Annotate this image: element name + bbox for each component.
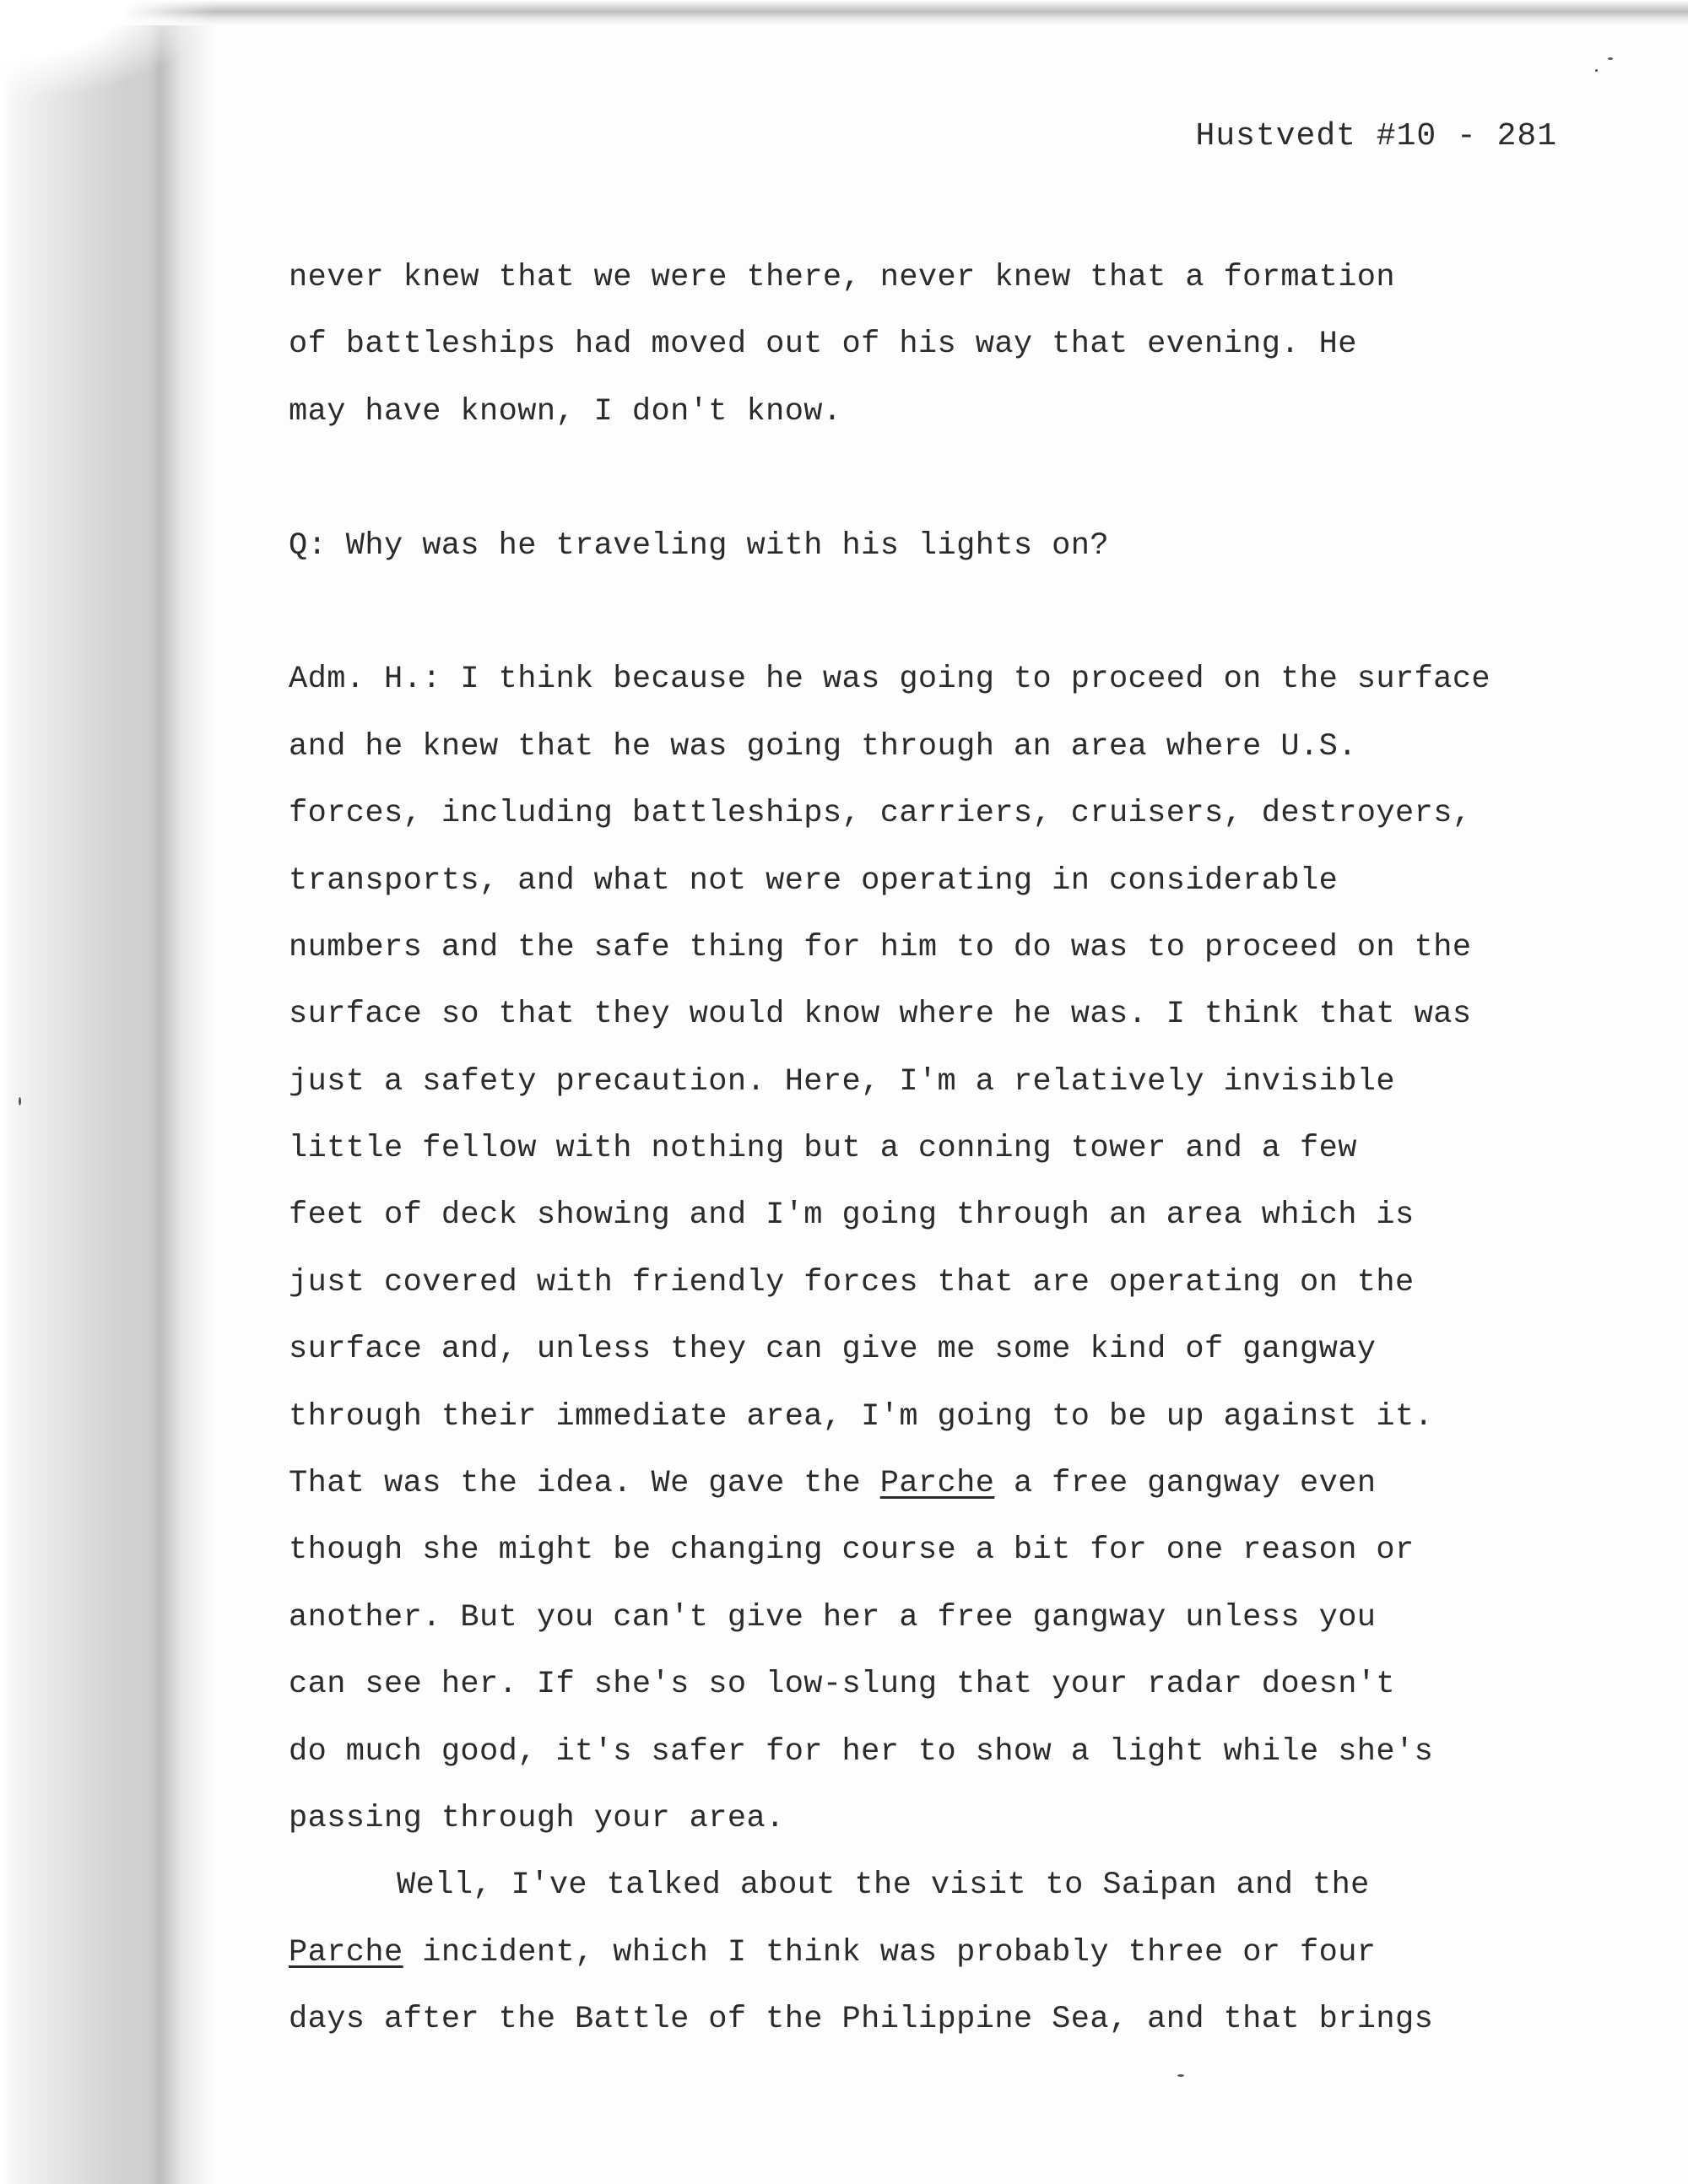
transcript-body: [289, 245, 1588, 2054]
text-line: just covered with friendly forces that are operating on the: [289, 1264, 1415, 1300]
text-line: another. But you can't give her a free gangway unless you: [289, 1599, 1377, 1635]
text-line: can see her. If she's so low-slung that your radar doesn't: [289, 1667, 1396, 1703]
text-line: [289, 1451, 1588, 1517]
text-line: of battleships had moved out of his way that evening. He: [289, 327, 1357, 363]
text-line: surface so that they would know where he was. I think that was: [289, 997, 1472, 1033]
ship-name-parche: Parche: [879, 1466, 995, 1502]
answer-line: Adm. H.: I think because he was going to proceed on the surface: [289, 662, 1491, 698]
text-line: [289, 1920, 1588, 1987]
text-line: feet of deck showing and I'm going through an area which is: [289, 1197, 1415, 1234]
text-line: through their immediate area, I'm going to be up against it.: [289, 1398, 1434, 1435]
text-segment: That was the idea. We gave the: [289, 1466, 880, 1502]
text-line: little fellow with nothing but a conning tower and a few: [289, 1131, 1357, 1167]
ship-name-parche: Parche: [289, 1934, 403, 1970]
text-line: do much good, it's safer for her to show a light while she's: [289, 1733, 1434, 1770]
scan-speck: [1608, 57, 1613, 60]
binding-gutter-shadow: [0, 0, 219, 2184]
text-line: and he knew that he was going through an area where U.S.: [289, 728, 1357, 765]
scan-speck: [1177, 2074, 1184, 2077]
text-line: numbers and the safe thing for him to do was to proceed on the: [289, 929, 1472, 965]
paragraph-gap: [289, 580, 1588, 646]
text-segment: incident, which I think was probably three or four: [422, 1934, 1377, 1970]
scan-speck: [1595, 69, 1598, 72]
text-line: passing through your area.: [289, 1800, 785, 1836]
question-line: Q: Why was he traveling with his lights on?: [289, 527, 1109, 564]
text-line: transports, and what not were operating in considerable: [289, 862, 1339, 899]
text-line: never knew that we were there, never knew that a formation: [289, 260, 1396, 295]
page-corner-curl: [0, 0, 219, 101]
text-line: forces, including battleships, carriers, cruisers, destroyers,: [289, 796, 1472, 832]
text-line: may have known, I don't know.: [289, 393, 842, 430]
page-header: Hustvedt #10 - 281: [1195, 118, 1557, 154]
text-line: surface and, unless they can give me some kind of gangway: [289, 1332, 1377, 1368]
paragraph-gap: [289, 446, 1588, 512]
text-line: days after the Battle of the Philippine Sea, and that brings: [289, 2002, 1434, 2038]
top-page-edge: [0, 0, 1688, 25]
text-segment: a free gangway even: [1013, 1466, 1377, 1502]
text-line: though she might be changing course a bit for one reason or: [289, 1533, 1415, 1569]
text-line: just a safety precaution. Here, I'm a relatively invisible: [289, 1063, 1396, 1100]
text-line: Well, I've talked about the visit to Saipan and the: [397, 1868, 1370, 1904]
scan-speck: [19, 1097, 21, 1106]
